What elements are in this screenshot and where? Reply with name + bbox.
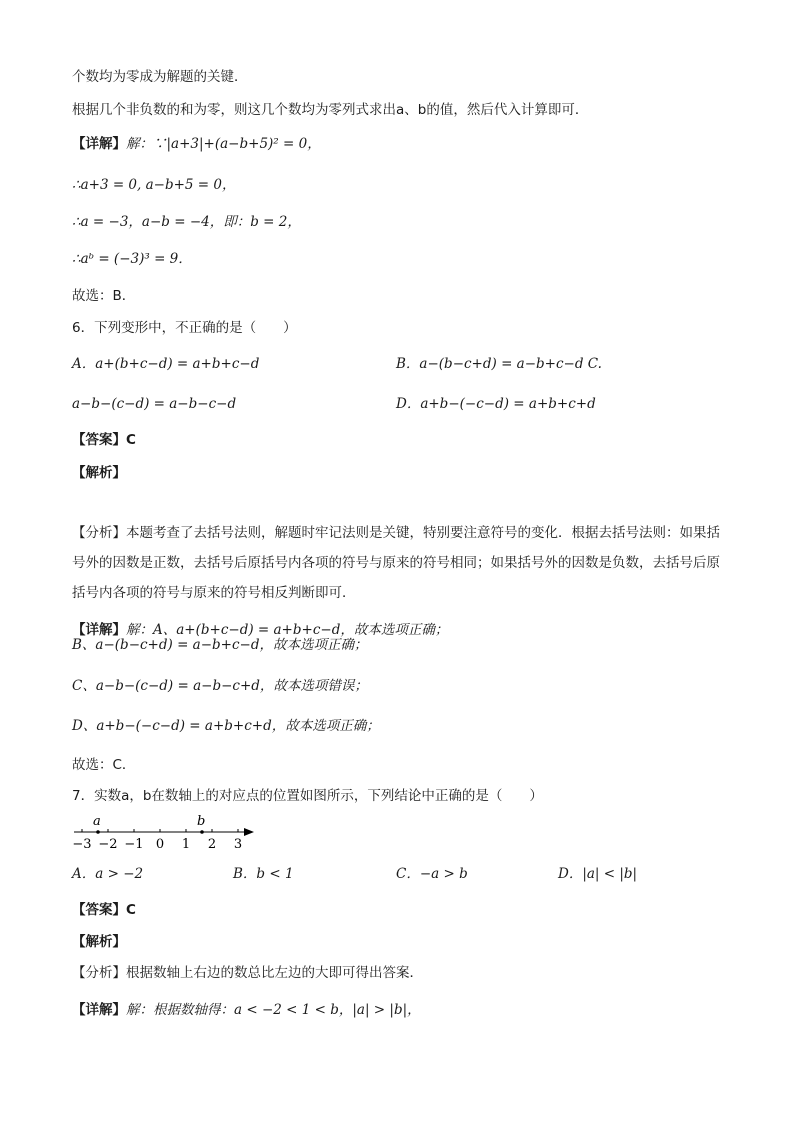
detail-label: 【详解】 <box>72 1002 126 1018</box>
math-expression: ∴a+3 = 0, a−b+5 = 0， <box>72 177 236 193</box>
analysis-label: 【解析】 <box>72 934 126 950</box>
math-expression: ∴aᵇ = (−3)³ = 9． <box>72 251 192 267</box>
point-a-marker <box>96 830 100 834</box>
detail-label: 【详解】 <box>72 136 126 152</box>
option-d: D．a+b−(−c−d) = a+b+c+d <box>396 396 596 412</box>
choice-result: 故选：B． <box>72 288 136 304</box>
tick-label: −1 <box>124 837 144 852</box>
answer-label: 【答案】C <box>72 432 136 448</box>
option-a: A．a+(b+c−d) = a+b+c−d <box>72 356 260 372</box>
analysis-paragraph: 【分析】根据数轴上右边的数总比左边的大即可得出答案． <box>72 965 423 981</box>
point-b-label: b <box>197 814 206 829</box>
analysis-label: 【解析】 <box>72 465 126 481</box>
option-a: A．a > −2 <box>72 866 144 882</box>
text-line: 个数均为零成为解题的关键． <box>72 69 248 85</box>
tick-label: −2 <box>98 837 118 852</box>
question-stem: 6．下列变形中，不正确的是（ ） <box>72 320 297 336</box>
detail-line <box>72 134 321 154</box>
detail-label: 【详解】 <box>72 622 126 638</box>
tick-label: 3 <box>233 837 243 852</box>
answer-label: 【答案】C <box>72 902 136 918</box>
detail-text: C、a−b−(c−d) = a−b−c+d，故本选项错误； <box>72 678 368 694</box>
math-expression: ∴a = −3，a−b = −4，即：b = 2， <box>72 214 301 230</box>
detail-text: 解：根据数轴得：a < −2 < 1 < b，|a| > |b|， <box>126 1002 421 1018</box>
math-expression: 解：∵|a+3|+(a−b+5)² = 0， <box>126 136 321 152</box>
arrow-head-icon <box>244 828 254 836</box>
point-b-marker <box>200 830 204 834</box>
question-stem: 7．实数a，b在数轴上的对应点的位置如图所示，下列结论中正确的是（ ） <box>72 788 543 804</box>
option-c: a−b−(c−d) = a−b−c−d <box>72 396 237 412</box>
detail-line <box>72 1000 421 1020</box>
detail-text: 解：A、a+(b+c−d) = a+b+c−d，故本选项正确； <box>126 622 449 638</box>
tick-label: −3 <box>72 837 92 852</box>
number-line-figure <box>72 812 262 852</box>
detail-text: B、a−(b−c+d) = a−b+c−d，故本选项正确； <box>72 637 368 653</box>
option-d: D．|a| < |b| <box>558 866 638 882</box>
option-b: B．b < 1 <box>233 866 294 882</box>
tick-label: 2 <box>207 837 217 852</box>
option-c: C．−a > b <box>396 866 468 882</box>
option-b: B．a−(b−c+d) = a−b+c−d C. <box>396 356 602 372</box>
point-a-label: a <box>93 814 101 829</box>
tick-label: 0 <box>155 837 165 852</box>
text-line: 根据几个非负数的和为零，则这几个数均为零列式求出a、b的值，然后代入计算即可． <box>72 102 589 118</box>
analysis-paragraph: 【分析】本题考查了去括号法则，解题时牢记法则是关键，特别要注意符号的变化．根据去括号法则：如果括号外的因数是正数，去括号后原括号内各项的符号与原来的符号相同；如果括号外的因数是负数，去括号后原括号内各项的符号与原来的符号相反判断即可． <box>72 525 720 601</box>
detail-text: D、a+b−(−c−d) = a+b+c+d，故本选项正确； <box>72 718 380 734</box>
choice-result: 故选：C． <box>72 757 136 773</box>
tick-label: 1 <box>181 837 191 852</box>
